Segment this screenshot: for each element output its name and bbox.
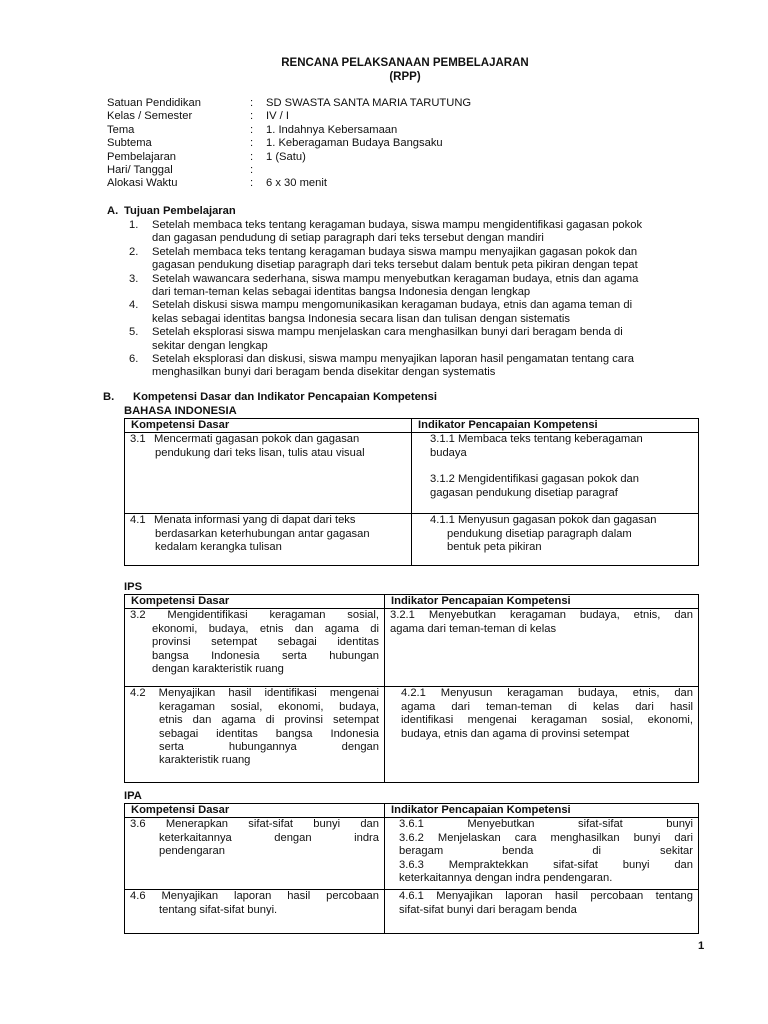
identity-label: Pembelajaran xyxy=(107,150,177,163)
objective-line: Setelah diskusi siswa mampu mengomunikasikan keragaman budaya, etnis dan agama teman di xyxy=(152,299,633,312)
identity-value: 1 (Satu) xyxy=(266,150,306,163)
ipk-line: gagasan pendukung disetiap paragraf xyxy=(430,486,618,499)
bahasa-table xyxy=(124,418,699,566)
objective-line: Setelah membaca teks tentang keragaman budaya siswa mampu menyajikan gagasan pokok dan xyxy=(152,245,638,258)
bahasa-col-ipk: Indikator Pencapaian Kompetensi xyxy=(412,419,699,433)
objective-number: 3. xyxy=(129,272,139,285)
objective-line: Setelah eksplorasi dan diskusi, siswa mampu menyajikan laporan hasil pengamatan tentang cara xyxy=(152,353,634,365)
cell-line: 4.6.1 Menyajikan laporan hasil percobaan tentang xyxy=(399,890,693,903)
identity-separator: : xyxy=(250,97,254,109)
objective-line: dari teman-teman kelas sebagai identitas bangsa Indonesia dengan lengkap xyxy=(152,286,531,298)
cell-line: sebagai identitas bangsa Indonesia xyxy=(159,727,379,740)
table-row xyxy=(125,890,699,934)
cell-line: agama dari teman-teman di kelas xyxy=(390,622,557,635)
ipk-cell xyxy=(385,890,699,934)
ipk-line: bentuk peta pikiran xyxy=(447,541,542,554)
identity-label: Satuan Pendidikan xyxy=(107,97,201,109)
page-number: 1 xyxy=(698,940,705,952)
cell-line: 4.6 Menyajikan laporan hasil percobaan xyxy=(130,890,379,903)
ips-label: IPS xyxy=(124,581,143,593)
identity-label: Kelas / Semester xyxy=(107,110,193,123)
kd-line: berdasarkan keterhubungan antar gagasan xyxy=(155,527,370,540)
objective-number: 5. xyxy=(129,326,139,339)
kd-line: pendukung dari teks lisan, tulis atau visual xyxy=(155,446,365,459)
objective-line: gagasan pendukung disetiap paragraph dari teks tersebut dalam bentuk peta pikiran dengan tepat xyxy=(152,259,638,272)
identity-label: Tema xyxy=(107,123,135,136)
cell-line: keterkaitannya dengan indra pendengaran. xyxy=(399,872,613,885)
identity-value: 1. Indahnya Kebersamaan xyxy=(266,123,398,136)
identity-value: 1. Keberagaman Budaya Bangsaku xyxy=(266,137,443,150)
table-row xyxy=(125,433,699,514)
cell-line: beragam benda di sekitar xyxy=(399,845,693,858)
cell-line: pendengaran xyxy=(159,845,225,858)
ipk-cell xyxy=(385,687,699,783)
kd-cell xyxy=(125,514,412,566)
kd-number: 3.1 xyxy=(130,433,146,446)
ipk-line: 4.1.1 Menyusun gagasan pokok dan gagasan xyxy=(430,514,657,527)
objective-line: menghasilkan bunyi dari beragam benda disekitar dengan systematis xyxy=(152,366,496,379)
kd-line: kedalam kerangka tulisan xyxy=(155,541,282,554)
cell-line: 3.2 Mengidentifikasi keragaman sosial, xyxy=(130,609,379,622)
ipa-table xyxy=(124,803,699,934)
table-row xyxy=(125,609,699,687)
kd-line: Mencermati gagasan pokok dan gagasan xyxy=(154,433,360,446)
ipk-line: pendukung disetiap paragraph dalam xyxy=(447,527,632,540)
kd-cell xyxy=(125,687,385,783)
cell-line: 3.6.1 Menyebutkan sifat-sifat bunyi xyxy=(399,818,693,831)
ipk-cell xyxy=(385,609,699,687)
ipa-col-kd: Kompetensi Dasar xyxy=(125,804,385,818)
ipk-cell xyxy=(412,433,699,514)
identity-separator: : xyxy=(250,137,254,150)
kd-cell xyxy=(125,609,385,687)
cell-line: dengan karakteristik ruang xyxy=(152,663,284,676)
cell-line: 3.2.1 Menyebutkan keragaman budaya, etnis, dan xyxy=(390,609,693,622)
cell-line: keterkaitannya dengan indra xyxy=(159,831,379,844)
cell-line: 4.2.1 Menyusun keragaman budaya, etnis, dan xyxy=(401,687,693,700)
identity-separator: : xyxy=(250,123,254,136)
cell-line: 4.2 Menyajikan hasil identifikasi mengenai xyxy=(130,687,379,700)
objective-number: 2. xyxy=(129,245,139,258)
ipk-line: budaya xyxy=(430,446,467,459)
cell-line: karakteristik ruang xyxy=(159,754,251,767)
cell-line: identifikasi mengenai keragaman sosial, ekonomi, xyxy=(401,714,693,727)
objective-line: sekitar dengan lengkap xyxy=(152,339,268,352)
identity-label: Alokasi Waktu xyxy=(107,177,178,190)
kd-line: Menata informasi yang di dapat dari teks xyxy=(154,514,356,527)
identity-separator: : xyxy=(250,164,254,176)
ipk-line: 3.1.1 Membaca teks tentang keberagaman xyxy=(430,433,643,446)
cell-line: etnis dan agama di provinsi setempat xyxy=(159,714,379,727)
identity-label: Hari/ Tanggal xyxy=(107,164,173,176)
bahasa-label: BAHASA INDONESIA xyxy=(124,405,237,417)
cell-line: budaya, etnis dan agama di provinsi setempat xyxy=(401,727,630,740)
objective-line: Setelah eksplorasi siswa mampu menjelaskan cara menghasilkan bunyi dari beragam benda di xyxy=(152,326,623,339)
ipk-cell xyxy=(385,818,699,890)
cell-line: bangsa Indonesia serta hubungan xyxy=(152,649,379,662)
cell-line: agama dari teman-teman di kelas dari hasil xyxy=(401,700,693,713)
bahasa-col-kd: Kompetensi Dasar xyxy=(125,419,412,433)
objective-number: 1. xyxy=(129,219,139,231)
ips-col-kd: Kompetensi Dasar xyxy=(125,595,385,609)
objective-line: kelas sebagai identitas bangsa Indonesia secara lisan dan tulisan dengan sistematis xyxy=(152,312,570,325)
objective-number: 6. xyxy=(129,353,139,365)
ips-table xyxy=(124,594,699,783)
ipk-line: 3.1.2 Mengidentifikasi gagasan pokok dan xyxy=(430,473,639,486)
section-b-heading: Kompetensi Dasar dan Indikator Pencapaian Kompetensi xyxy=(133,391,438,403)
objective-line: dan gagasan pendudung di setiap paragraph dari teks tersebut dengan mandiri xyxy=(152,232,544,245)
ipa-label: IPA xyxy=(124,790,142,802)
objective-line: Setelah wawancara sederhana, siswa mampu menyebutkan keragaman budaya, etnis dan agama xyxy=(152,272,639,285)
ips-col-ipk: Indikator Pencapaian Kompetensi xyxy=(385,595,699,609)
identity-separator: : xyxy=(250,177,254,190)
objective-line: Setelah membaca teks tentang keragaman budaya, siswa mampu mengidentifikasi gagasan pokok xyxy=(152,219,643,231)
objective-number: 4. xyxy=(129,299,139,312)
cell-line: keragaman sosial, ekonomi, budaya, xyxy=(159,700,379,713)
cell-line: provinsi setempat sebagai identitas xyxy=(152,636,379,649)
ipa-col-ipk: Indikator Pencapaian Kompetensi xyxy=(385,804,699,818)
cell-line: 3.6.3 Mempraktekkan sifat-sifat bunyi dan xyxy=(399,858,693,871)
table-row xyxy=(125,514,699,566)
kd-number: 4.1 xyxy=(130,514,146,527)
cell-line: sifat-sifat bunyi dari beragam benda xyxy=(399,903,577,916)
table-row xyxy=(125,818,699,890)
section-b-marker: B. xyxy=(103,391,115,403)
identity-value: 6 x 30 menit xyxy=(266,177,327,190)
cell-line: 3.6.2 Menjelaskan cara menghasilkan bunyi dari xyxy=(399,831,693,844)
table-row xyxy=(125,687,699,783)
section-a-marker: A. xyxy=(107,205,119,217)
kd-cell xyxy=(125,890,385,934)
identity-value: SD SWASTA SANTA MARIA TARUTUNG xyxy=(266,97,472,109)
ipk-cell xyxy=(412,514,699,566)
cell-line: tentang sifat-sifat bunyi. xyxy=(159,903,278,916)
identity-separator: : xyxy=(250,150,254,163)
cell-line: 3.6 Menerapkan sifat-sifat bunyi dan xyxy=(130,818,379,831)
section-a-heading: Tujuan Pembelajaran xyxy=(124,205,236,217)
identity-value: IV / I xyxy=(266,110,290,123)
kd-cell xyxy=(125,433,412,514)
cell-line: ekonomi, budaya, etnis dan agama di xyxy=(152,622,379,635)
kd-cell xyxy=(125,818,385,890)
identity-label: Subtema xyxy=(107,137,152,150)
page-title: RENCANA PELAKSANAAN PEMBELAJARAN xyxy=(281,57,529,69)
page-subtitle: (RPP) xyxy=(389,71,421,83)
identity-separator: : xyxy=(250,110,254,123)
cell-line: serta hubungannya dengan xyxy=(159,741,379,754)
